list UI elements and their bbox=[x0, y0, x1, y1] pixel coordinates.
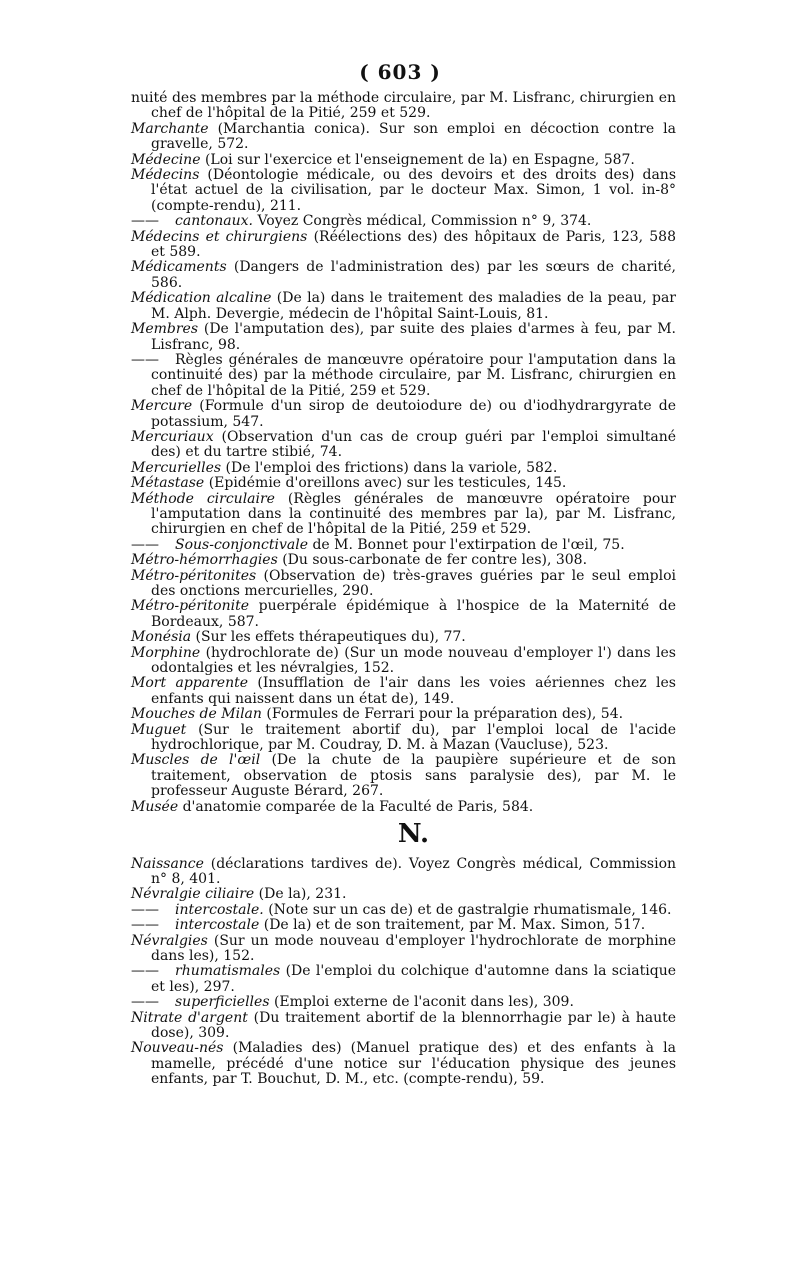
entry-heading: Métastase bbox=[131, 475, 205, 492]
index-entry bbox=[131, 676, 676, 707]
index-entry bbox=[131, 800, 676, 815]
entry-text: Règles générales de manœuvre opératoire pour l'amputation dans la continuité des) par la méthode circulaire, par M. Lisfranc, chirurgien en chef de l'hôpital de la Pitié, 259 et 529. bbox=[151, 351, 676, 399]
entry-text: (De l'amputation des), par suite des plaies d'armes à feu, par M. Lisfranc, 98. bbox=[151, 321, 677, 353]
entry-text: (De la) et de son traitement, par M. Max. Simon, 517. bbox=[263, 917, 646, 934]
entry-heading: Mouches de Milan bbox=[131, 706, 262, 723]
index-entry bbox=[131, 153, 676, 168]
entry-heading: Mort apparente bbox=[131, 675, 248, 692]
index-entry bbox=[131, 461, 676, 476]
entry-text: (De l'emploi du colchique d'automne dans la sciatique et les), 297. bbox=[151, 963, 677, 995]
entry-text: Voyez Congrès médical, Commission n° 9, 374. bbox=[257, 213, 592, 230]
entry-text: (Sur le traitement abortif du), par l'emploi local de l'acide hydrochlorique, par M. Coudray, D. M. à Mazan (Vaucluse), 523. bbox=[151, 721, 676, 754]
entry-heading: Marchante bbox=[131, 120, 209, 137]
entry-heading: Muguet bbox=[131, 721, 187, 738]
index-entry bbox=[131, 995, 676, 1010]
entry-heading: Mercurielles bbox=[131, 459, 222, 476]
entry-text: (Observation d'un cas de croup guéri par l'emploi simultané des) et du tartre stibié, 74. bbox=[151, 428, 677, 461]
index-entry bbox=[131, 122, 676, 153]
entries-m-list bbox=[131, 91, 676, 815]
entry-heading: Névralgie ciliaire bbox=[131, 886, 255, 903]
entry-heading: Métro-péritonites bbox=[131, 567, 257, 584]
entry-dash: —— bbox=[131, 917, 159, 934]
entry-text: (Formule d'un sirop de deutoiodure de) ou d'iodhydrargyrate de potassium, 547. bbox=[151, 398, 677, 430]
entry-text: d'anatomie comparée de la Faculté de Paris, 584. bbox=[182, 798, 534, 815]
index-entry bbox=[131, 1041, 676, 1087]
entry-heading: Médecine bbox=[131, 151, 201, 168]
entry-text: (De la), 231. bbox=[258, 886, 347, 903]
index-entry bbox=[131, 476, 676, 491]
entry-text: (Sur les effets thérapeutiques du), 77. bbox=[195, 629, 466, 646]
index-entry bbox=[131, 630, 676, 645]
entry-text: (Du traitement abortif de la blennorrhagie par le) à haute dose), 309. bbox=[151, 1009, 677, 1041]
entry-dash: —— bbox=[131, 536, 159, 553]
entry-heading: Morphine bbox=[131, 644, 201, 661]
entry-subheading: Sous-conjonctivale bbox=[175, 536, 308, 553]
entry-text: (Réélections des) des hôpitaux de Paris, 123, 588 et 589. bbox=[151, 228, 676, 261]
entry-heading: Nitrate d'argent bbox=[131, 1009, 248, 1026]
entry-heading: Médicaments bbox=[131, 259, 227, 276]
index-entry bbox=[131, 214, 676, 229]
entry-subheading: cantonaux. bbox=[175, 213, 253, 230]
entry-text: (Maladies des) (Manuel pratique des) et des enfants à la mamelle, précédé d'une notice sur l'éducation physique des jeunes enfants, par T. Bouchut, D. M., etc. (compte-rendu), 59. bbox=[151, 1040, 676, 1088]
index-entry bbox=[131, 857, 676, 888]
index-column bbox=[131, 91, 676, 1088]
entry-heading: Monésia bbox=[131, 629, 192, 646]
index-entry bbox=[131, 230, 676, 261]
index-entry bbox=[131, 723, 676, 754]
index-entry bbox=[131, 492, 676, 538]
entry-heading: Méthode circulaire bbox=[131, 490, 275, 507]
entry-subheading: intercostale bbox=[175, 917, 260, 934]
index-entry bbox=[131, 569, 676, 600]
entry-subheading: superficielles bbox=[175, 994, 270, 1011]
index-entry bbox=[131, 918, 676, 933]
entry-text: (Dangers de l'administration des) par les sœurs de charité, 586. bbox=[151, 259, 676, 291]
entry-text: (De l'emploi des frictions) dans la variole, 582. bbox=[225, 459, 558, 476]
index-entry bbox=[131, 260, 676, 291]
entry-text: (Marchantia conica). Sur son emploi en décoction contre la gravelle, 572. bbox=[151, 120, 677, 153]
index-entry bbox=[131, 91, 676, 122]
entry-heading: Membres bbox=[131, 321, 199, 338]
entry-text: (Epidémie d'oreillons avec) sur les testicules, 145. bbox=[208, 475, 567, 492]
entry-subheading: intercostale. bbox=[175, 901, 264, 918]
entry-text: (Emploi externe de l'aconit dans les), 309. bbox=[273, 994, 574, 1011]
section-letter: N. bbox=[397, 819, 430, 850]
entry-heading: Métro-péritonite bbox=[131, 598, 249, 615]
entry-text: puerpérale épidémique à l'hospice de la Maternité de Bordeaux, 587. bbox=[151, 598, 677, 630]
entry-heading: Naissance bbox=[131, 855, 204, 872]
entry-text: (Déontologie médicale, ou des devoirs et des droits des) dans l'état actuel de la civilisation, par le docteur Max. Simon, 1 vol. in-8° (compte-rendu), 211. bbox=[151, 167, 677, 214]
entry-text: (De la) dans le traitement des maladies de la peau, par M. Alph. Devergie, médecin de l'hôpital Saint-Louis, 81. bbox=[151, 290, 677, 322]
index-entry bbox=[131, 753, 676, 799]
entry-text: nuité des membres par la méthode circulaire, par M. Lisfranc, chirurgien en chef de l'hôpital de la Pitié, 259 et 529. bbox=[131, 90, 676, 122]
entry-heading: Métro-hémorrhagies bbox=[131, 552, 278, 569]
entry-heading: Musée bbox=[131, 798, 179, 815]
index-entry bbox=[131, 964, 676, 995]
entry-heading: Mercuriaux bbox=[131, 428, 214, 445]
entry-heading: Médecins et chirurgiens bbox=[131, 228, 308, 245]
entry-dash: —— bbox=[131, 994, 159, 1011]
entry-text: de M. Bonnet pour l'extirpation de l'œil, 75. bbox=[312, 536, 625, 553]
entry-text: (Insufflation de l'air dans les voies aériennes chez les enfants qui naissent dans un état de), 149. bbox=[151, 675, 676, 707]
index-entry bbox=[131, 399, 676, 430]
entries-n-list bbox=[131, 857, 676, 1088]
page-number: ( 603 ) bbox=[359, 60, 441, 84]
entry-text: (Sur un mode nouveau d'employer l'hydrochlorate de morphine dans les), 152. bbox=[151, 932, 677, 964]
entry-heading: Névralgies bbox=[131, 932, 208, 949]
index-entry bbox=[131, 934, 676, 965]
entry-text: (Du sous-carbonate de fer contre les), 308. bbox=[282, 552, 588, 569]
index-entry bbox=[131, 430, 676, 461]
entry-heading: Muscles de l'œil bbox=[131, 752, 261, 769]
entry-heading: Nouveau-nés bbox=[131, 1040, 224, 1057]
index-entry bbox=[131, 538, 676, 553]
entry-text: (Règles générales de manœuvre opératoire pour l'amputation dans la continuité des membres par la), par M. Lisfranc, chirurgien en chef de l'hôpital de la Pitié, 259 et 529. bbox=[151, 490, 676, 538]
entry-text: (De la chute de la paupière supérieure et de son traitement, observation de ptosis sans paralysie des), par M. le professeur Auguste Bérard, 267. bbox=[151, 752, 676, 800]
index-entry bbox=[131, 553, 676, 568]
entry-heading: Mercure bbox=[131, 398, 193, 415]
entry-text: (Note sur un cas de) et de gastralgie rhumatismale, 146. bbox=[268, 901, 672, 918]
entry-dash: —— bbox=[131, 963, 159, 980]
entry-text: (hydrochlorate de) (Sur un mode nouveau d'employer l') dans les odontalgies et les névralgies, 152. bbox=[151, 644, 676, 677]
index-entry bbox=[131, 887, 676, 902]
entry-text: (Formules de Ferrari pour la préparation des), 54. bbox=[266, 706, 624, 723]
index-entry bbox=[131, 646, 676, 677]
index-entry bbox=[131, 707, 676, 722]
index-entry bbox=[131, 353, 676, 399]
entry-dash: —— bbox=[131, 901, 159, 918]
index-entry bbox=[131, 291, 676, 322]
entry-heading: Médication alcaline bbox=[131, 290, 272, 307]
entry-dash: —— bbox=[131, 213, 159, 230]
index-entry bbox=[131, 903, 676, 918]
index-entry bbox=[131, 599, 676, 630]
entry-subheading: rhumatismales bbox=[175, 963, 281, 980]
entry-text: (Loi sur l'exercice et l'enseignement de la) en Espagne, 587. bbox=[204, 151, 635, 168]
index-entry bbox=[131, 1011, 676, 1042]
index-entry bbox=[131, 322, 676, 353]
index-entry bbox=[131, 168, 676, 214]
entry-text: (Observation de) très-graves guéries par le seul emploi des onctions mercurielles, 290. bbox=[151, 567, 676, 599]
entry-heading: Médecins bbox=[131, 167, 200, 184]
entry-text: (déclarations tardives de). Voyez Congrès médical, Commission n° 8, 401. bbox=[151, 855, 677, 887]
entry-dash: —— bbox=[131, 351, 159, 368]
